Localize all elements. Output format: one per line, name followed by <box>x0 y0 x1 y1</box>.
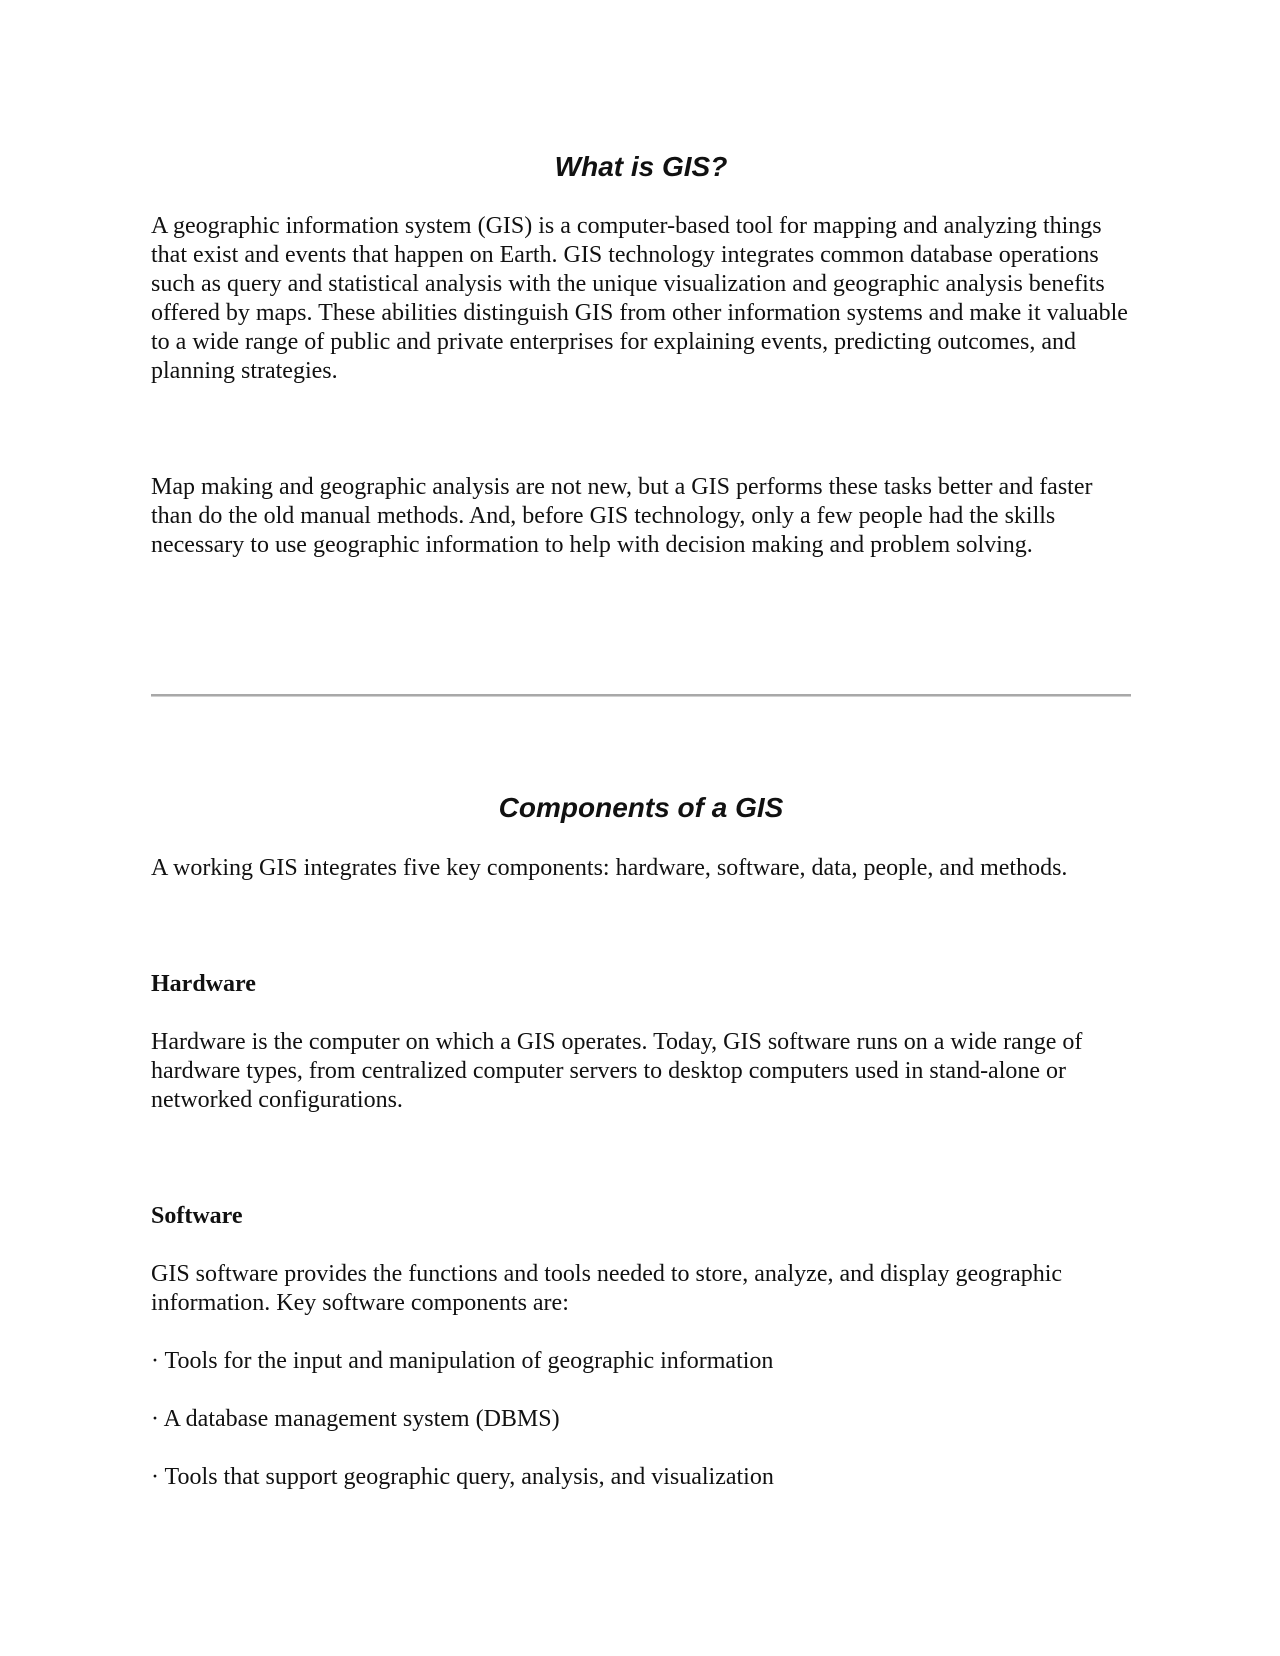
paragraph-map-making: Map making and geographic analysis are not new, but a GIS performs these tasks better and faster than do the old manual methods. And, before GIS technology, only a few people had the skills necessary to use geographic information to help with decision making and problem solving. <box>151 474 1093 558</box>
horizontal-divider <box>151 694 1131 697</box>
paragraph-gis-definition: A geographic information system (GIS) is a computer-based tool for mapping and analyzing things that exist and events that happen on Earth. GIS technology integrates common database operations such as query and statistical analysis with the unique visualization and geographic analysis benefits offered by maps. These abilities distinguish GIS from other information systems and make it valuable to a wide range of public and private enterprises for explaining events, predicting outcomes, and planning strategies. <box>151 213 1128 384</box>
list-item: · Tools for the input and manipulation of geographic information <box>151 1348 774 1374</box>
heading-what-is-gis: What is GIS? <box>554 151 728 182</box>
paragraph-components-intro: A working GIS integrates five key components: hardware, software, data, people, and methods. <box>151 855 1068 881</box>
heading-components-of-gis: Components of a GIS <box>498 792 784 823</box>
list-item: · Tools that support geographic query, analysis, and visualization <box>151 1464 774 1490</box>
paragraph-software: GIS software provides the functions and tools needed to store, analyze, and display geographic information. Key software components are: <box>151 1261 1063 1316</box>
heading-hardware: Hardware <box>151 971 256 997</box>
paragraph-hardware: Hardware is the computer on which a GIS operates. Today, GIS software runs on a wide range of hardware types, from centralized computer servers to desktop computers used in stand-alone or networked configurations. <box>151 1029 1083 1113</box>
list-item: · A database management system (DBMS) <box>151 1406 560 1432</box>
heading-software: Software <box>151 1203 243 1229</box>
